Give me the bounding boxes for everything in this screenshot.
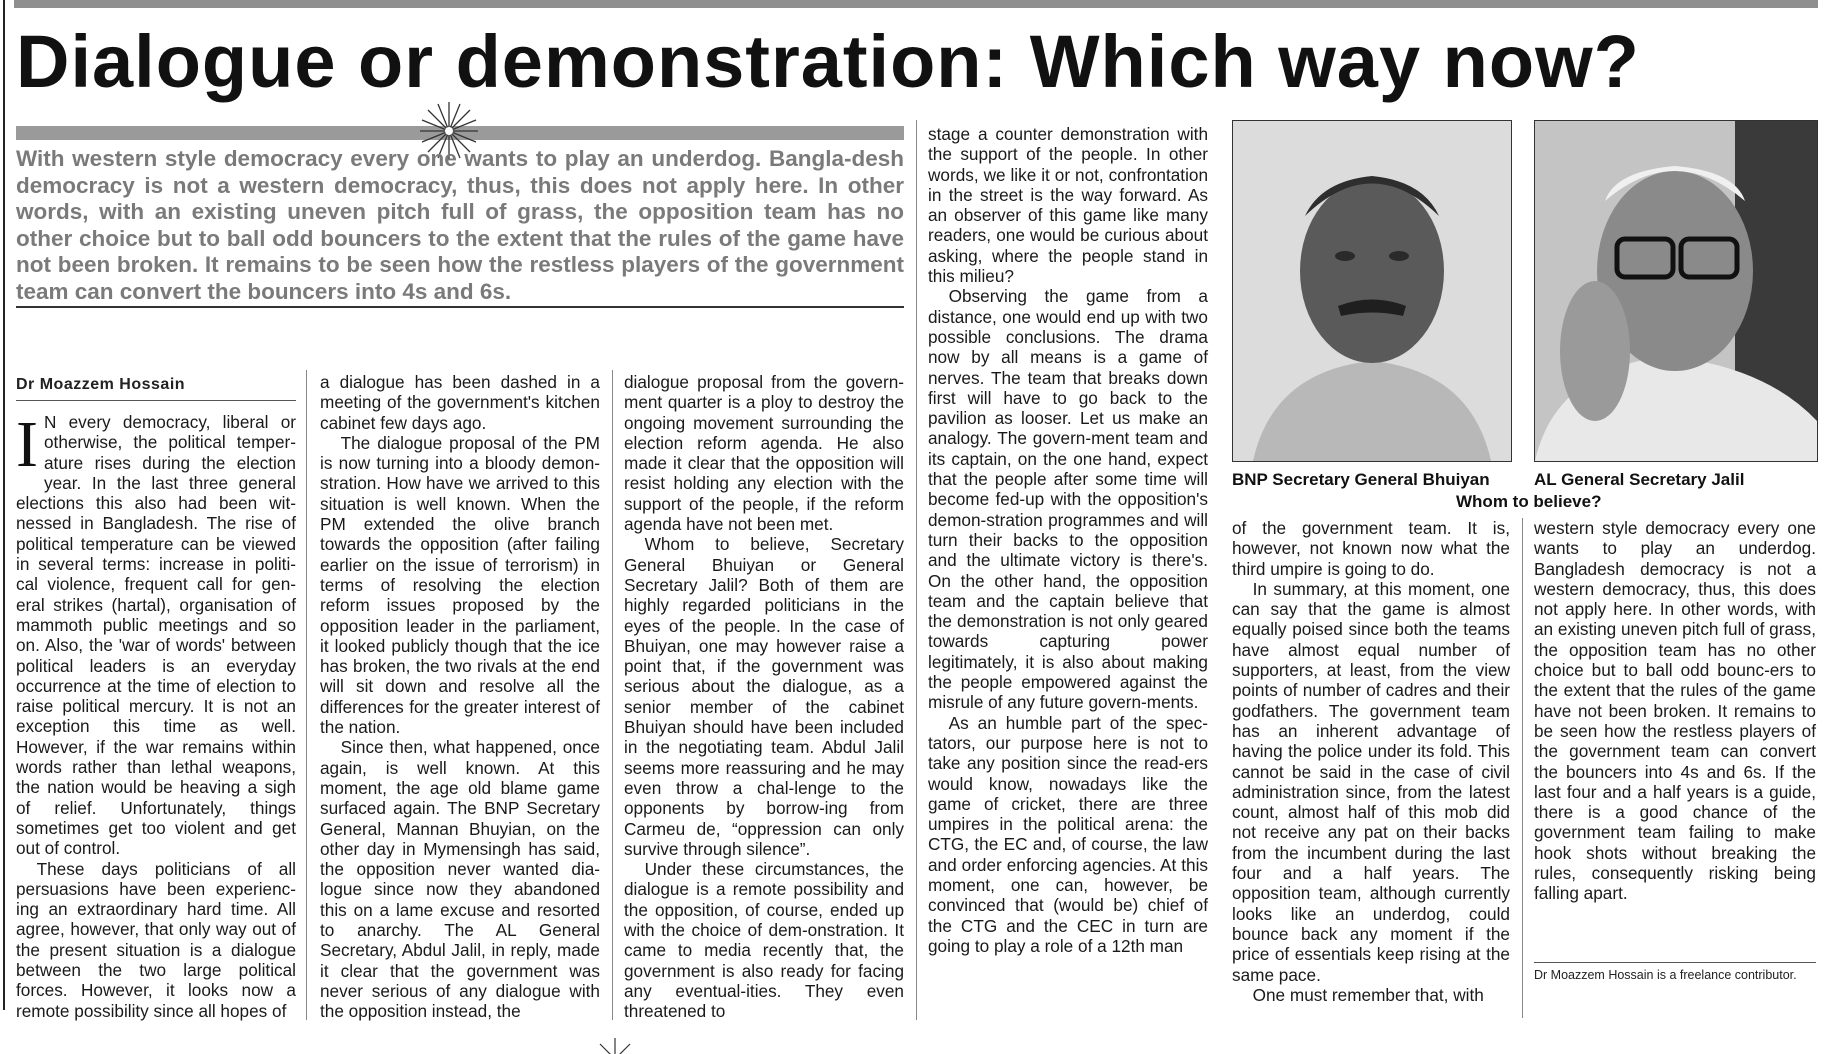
paragraph: stage a counter demonstration with the support of the people. In other words, we like it or not, confrontation in the street is the way forward. As an observer of this game like many readers, one would be curious about asking, where the people stand in this milieu?: [928, 124, 1208, 287]
byline: Dr Moazzem Hossain: [16, 376, 186, 393]
deck-summary: With western style democracy every one wants to play an underdog. Bangla-desh democracy is not a western democracy, thus, this does not apply here. In other words, with an existing uneven pitch full of grass, the opposition team has no other choice but to ball odd bouncers to the extent that the rules of the game have not been broken. It remains to be seen how the restless players of the government team can convert the bouncers into 4s and 6s.: [16, 146, 904, 304]
caption-center: Whom to believe?: [1456, 492, 1602, 511]
drop-cap: I: [16, 408, 38, 481]
headline: Dialogue or demonstration: Which way now?: [16, 20, 1640, 103]
starburst-ornament-icon: [592, 1036, 638, 1054]
article-column-3: [624, 372, 904, 1022]
paragraph: In summary, at this moment, one can say that the game is almost equally poised since both the teams have almost equal number of supporters, at least, from the view points of number of cadres and their godfathers. The government team has an inherent advantage of having the police under its fold. This cannot be said in the case of civil administration since, from the latest count, almost half of this mob did not receive any pat on their backs from the incumbent during the last four and a half years. The opposition team, although currently looks like an underdog, could bounce back any moment if the price of essentials keep rising at the same pace.: [1232, 578, 1510, 985]
credit-rule: [1534, 962, 1816, 963]
paragraph: Observing the game from a distance, one would end up with two possible conclusions. The drama now by all means is a game of nerves. The team that breaks down first will have to go back to the pavilion as looser. Let us make an analogy. The govern-ment team and its captain, on the one hand, expect that the people after some time will become fed-up with the opposition's demon-stration programmes and will turn their backs to the opposition and the ultimate victory is there's. On the other hand, the opposition team and the captain believe that the demonstration is not only geared towards capturing power legitimately, it is also about making the people empowered against the misrule of any future govern-ments.: [928, 286, 1208, 713]
photo-bhuiyan: [1232, 120, 1512, 462]
column-rule: [916, 120, 917, 1020]
contributor-credit: Dr Moazzem Hossain is a freelance contributor.: [1534, 968, 1797, 982]
photo-jalil: [1534, 120, 1818, 462]
column-rule: [306, 370, 307, 1020]
caption-left: BNP Secretary General Bhuiyan: [1232, 470, 1490, 489]
article-column-1: [16, 408, 296, 1021]
paragraph: One must remember that, with: [1252, 984, 1484, 1005]
paragraph: western style democracy every one wants to play an underdog. Bangladesh democracy is not a western democracy, thus, this does not apply here. In other words, with an existing uneven pitch full of grass, the opposition team has no other choice but to ball odd bounc-ers to the extent that the rules of the game have not been broken. It remains to be seen how the restless players of the government team can convert the bouncers into 4s and 6s. If the last four and a half years is a guide, there is a good chance of the government team failing to make hook shots without breaking the rules, consequently risking being falling apart.: [1534, 518, 1816, 904]
paragraph: of the government team. It is, however, not known now what the third umpire is going to do.: [1232, 518, 1510, 579]
column-rule: [612, 370, 613, 1020]
paragraph: Whom to believe, Secretary General Bhuiyan or General Secretary Jalil? Both of them are highly regarded politicians in the eyes of the people. In the case of Bhuiyan, one may however raise a point that, if the government was serious about the dialogue, as a senior member of the cabinet Bhuiyan should have been included in the negotiating team. Abdul Jalil seems more reassuring and he may even throw a chal-lenge to the opponents by borrow-ing from Carmeu de, “oppression can only survive through silence”.: [624, 534, 904, 859]
paragraph: As an humble part of the spec-tators, our purpose here is not to take any position since the read-ers would know, nowadays like the game of cricket, there are three umpires in the political arena: the CTG, the EC and, of course, the law and order enforcing agencies. At this moment, one can, however, be convinced that (would be) chief of the CTG and the CEC in turn are going to play a role of a 12th man: [928, 712, 1208, 956]
paragraph: [16, 408, 296, 859]
article-column-6: [1534, 518, 1816, 904]
top-rule: [14, 0, 1818, 8]
left-margin-rule: [3, 0, 5, 1010]
deck-rule: [16, 306, 904, 308]
paragraph: Since then, what happened, once again, is well known. At this moment, the age old blame game surfaced again. The BNP Secretary General, Mannan Bhuyian, on the other day in Mymensingh has said, the opposition never wanted dia-logue since now they abandoned this on a lame excuse and resorted to anarchy. The AL General Secretary, Abdul Jalil, in reply, made it clear that the government was never serious of any dialogue with the opposition instead, the: [320, 737, 600, 1022]
article-column-5: [1232, 518, 1510, 1005]
article-column-2: [320, 372, 600, 1022]
paragraph: These days politicians of all persuasions have been experienc-ing an extraordinary hard time. All agree, however, that only way out of the present situation is a dialogue between the two large political forces. However, it looks now a remote possibility since all hopes of: [16, 858, 296, 1021]
paragraph: Under these circumstances, the dialogue is a remote possibility and the opposition, of course, ended up with the choice of dem-onstration. It came to media recently that, the government is also ready for facing any eventual-ities. They even threatened to: [624, 859, 904, 1022]
portrait-photo-icon: [1535, 121, 1817, 461]
paragraph: The dialogue proposal of the PM is now turning into a bloody demon-stration. How have we arrived to this situation is well known. When the PM extended the olive branch towards the opposition (after failing earlier on the issue of terrorism) in terms of resolving the election reform issues proposed by the opposition leader in the parliament, it looked publicly though that the ice has broken, the two rivals at the end will sit down and resolve all the differences for the greater interest of the nation.: [320, 432, 600, 738]
paragraph-text: N every democracy, liberal or otherwise, the political temper-ature rises during the election year. In the last three general elections this also had been wit-nessed in Bangladesh. The rise of political temperature can be viewed in several terms: increase in politi-cal violence, frequent call for gen-eral strikes (hartal), organisation of mammoth public meetings and so on. Also, the 'war of words' between political leaders is an everyday occurrence at the time of election to raise political mercury. It is not an exception this time as well. However, if the war remains within words rather than lethal weapons, the nation would be heaving a sigh of relief. Unfortunately, things sometimes get too violent and get out of control.: [16, 412, 296, 859]
paragraph: dialogue proposal from the govern-ment quarter is a ploy to destroy the ongoing movement surrounding the election reform agenda. He also made it clear that the opposition will resist holding any election with the support of the people, if the reform agenda have not been met.: [624, 372, 904, 535]
portrait-photo-icon: [1233, 121, 1511, 461]
column-rule: [1522, 518, 1523, 1018]
paragraph: a dialogue has been dashed in a meeting of the government's kitchen cabinet few days ago.: [320, 372, 600, 433]
caption-right: AL General Secretary Jalil: [1534, 470, 1745, 489]
article-column-4: [928, 124, 1208, 956]
byline-rule: [16, 400, 296, 401]
